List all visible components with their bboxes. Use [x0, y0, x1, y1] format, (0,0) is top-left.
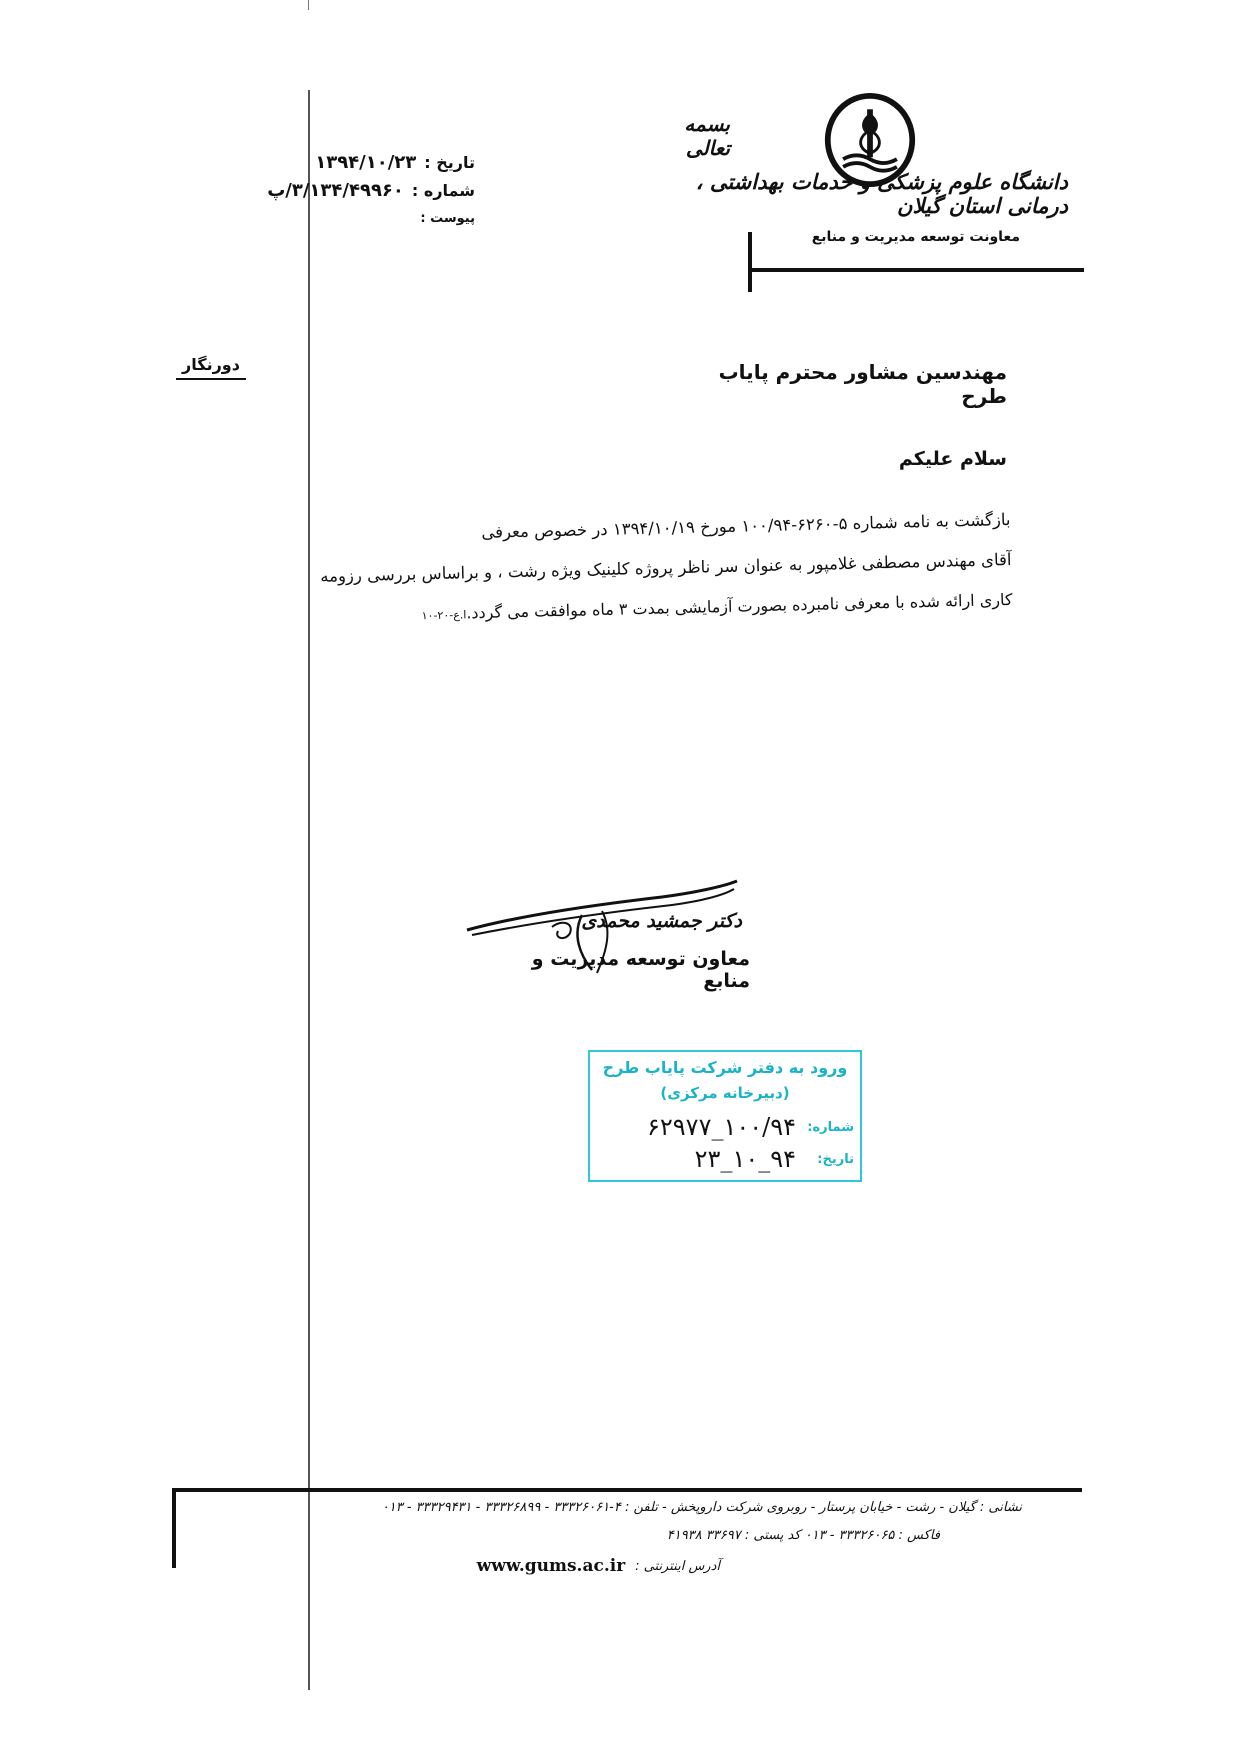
body-line: کاری ارائه شده با معرفی نامبرده بصورت آزمایشی بمدت ۳ ماه موافقت می گردد.: [466, 589, 1013, 623]
attachment-label: پیوست :: [420, 210, 475, 226]
stamp-title: ورود به دفتر شرکت پایاب طرح: [602, 1058, 848, 1077]
number-value: ۳/۱۳۴/۴۹۹۶۰/پ: [267, 179, 404, 201]
header-divider: [748, 268, 1084, 272]
number-row: [240, 176, 475, 204]
footer-website-label: آدرس اینترنتی :: [635, 1558, 720, 1574]
footer-divider: [172, 1488, 1082, 1492]
stamp-number-label: شماره:: [807, 1119, 854, 1135]
greeting: سلام علیکم: [898, 448, 1007, 470]
letter-meta: [240, 148, 475, 232]
date-value: ۱۳۹۴/۱۰/۲۳: [315, 151, 417, 173]
signatory-name: دکتر جمشید محمدی: [581, 910, 742, 932]
footer-divider: [172, 1488, 176, 1568]
stamp-number-value: ۱۰۰/۹۴_۶۲۹۷۷: [647, 1113, 796, 1141]
fax-mark: دورنگار: [176, 355, 246, 380]
addressee: مهندسین مشاور محترم پایاب طرح: [718, 360, 1007, 408]
scan-artifact-line: [308, 90, 310, 1690]
letter-body: [184, 500, 1013, 642]
scan-artifact-line: [308, 0, 309, 10]
footer-website-row: [330, 1556, 720, 1576]
body-ref: ا.ع-۲۰-۱۰: [421, 608, 467, 623]
footer-website: www.gums.ac.ir: [476, 1556, 626, 1576]
basmala: بسمه تعالی: [684, 112, 730, 160]
stamp-date-label: تاریخ:: [817, 1151, 854, 1167]
signatory-title: معاون توسعه مدیریت و منابع: [531, 948, 750, 992]
body-line: بازگشت به نامه شماره ۵-۶۲۶۰-۱۰۰/۹۴ مورخ ۱۳۹۴/۱۰/۱۹ در خصوص معرفی: [481, 509, 1011, 542]
attachment-row: [240, 204, 475, 232]
university-name: دانشگاه علوم پزشکی و خدمات بهداشتی ، درمانی استان گیلان: [695, 170, 1068, 218]
number-label: شماره :: [411, 180, 475, 200]
footer-address: نشانی : گیلان - رشت - خیابان پرستار - روبروی شرکت داروپخش - تلفن : ۴-۳۳۳۲۶۰۶۱ - ۳۳۳۲۶۸۹۹ - ۳۳۳۲۹۴۳۱ - ۰۱۳: [381, 1500, 1022, 1515]
stamp-date-row: [596, 1144, 854, 1174]
footer-fax-postal: فاکس : ۳۳۳۲۶۰۶۵ - ۰۱۳ کد پستی : ۳۳۶۹۷ ۴۱۹۳۸: [666, 1528, 940, 1543]
stamp-date-value: ۹۴_۱۰_۲۳: [694, 1145, 796, 1173]
receipt-stamp: [588, 1050, 862, 1182]
header-divider: [748, 232, 752, 292]
date-row: [240, 148, 475, 176]
department-name: معاونت توسعه مدیریت و منابع: [811, 229, 1020, 245]
stamp-number-row: [596, 1112, 854, 1142]
date-label: تاریخ :: [424, 152, 475, 172]
stamp-subtitle: (دبیرخانه مرکزی): [660, 1084, 790, 1102]
body-line: آقای مهندس مصطفی غلامپور به عنوان سر ناظر پروژه کلینیک ویژه رشت ، و براساس بررسی رزومه: [320, 549, 1012, 586]
